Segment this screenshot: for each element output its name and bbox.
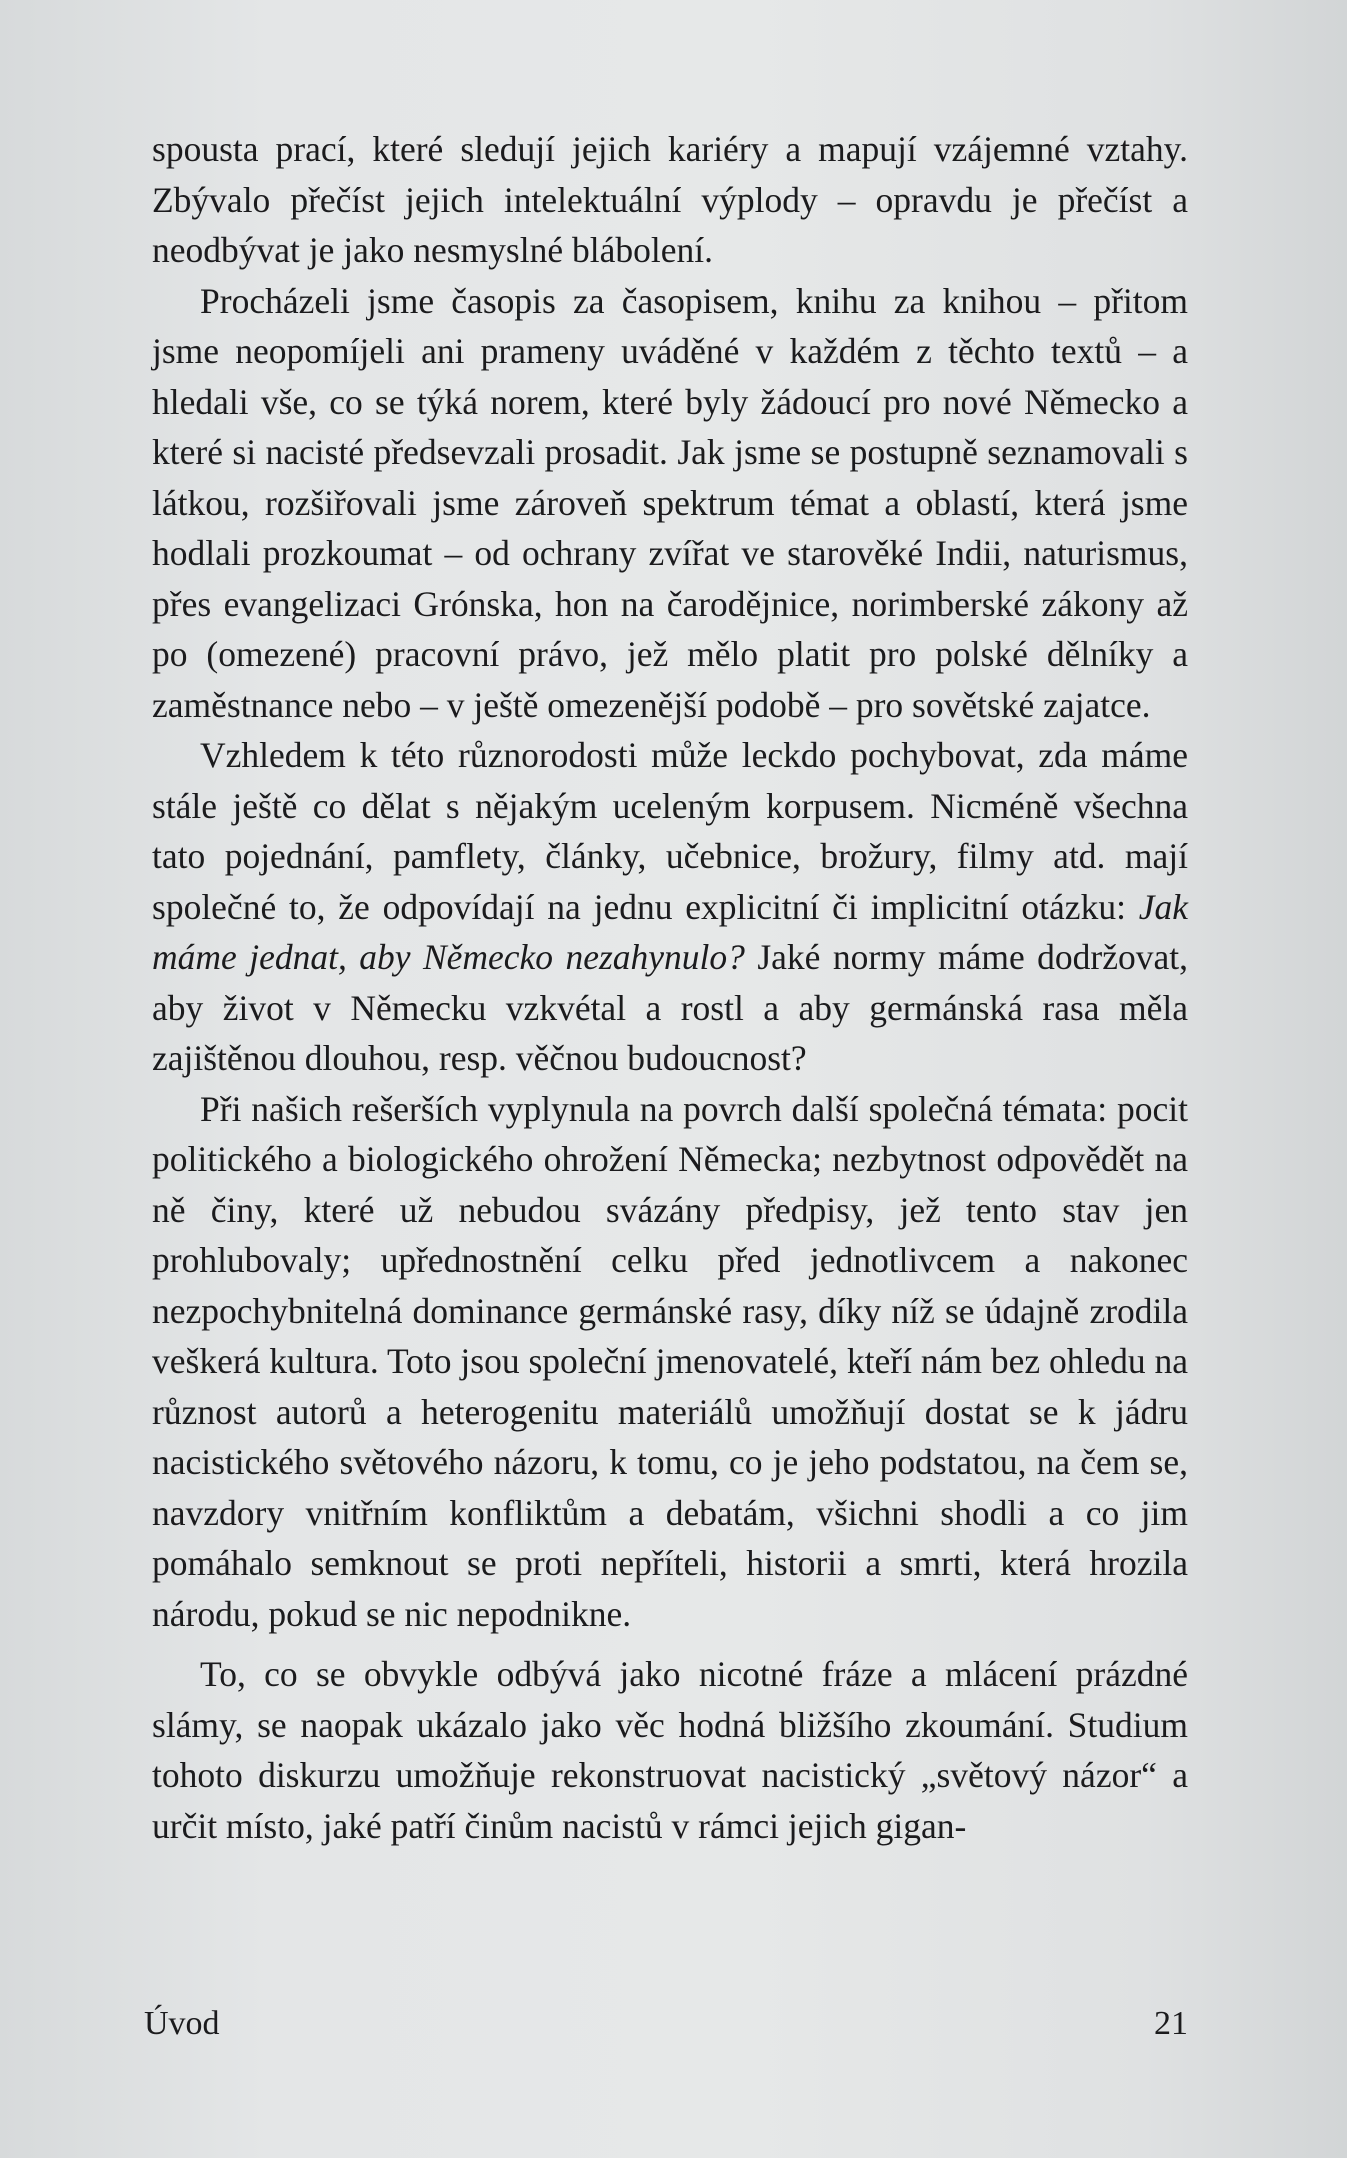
paragraph-3-end: Jaké normy máme dodržovat, aby život v Německu vzkvétal a rostl a aby germánská rasa měla zajištěnou dlouhou, resp. věčnou budoucnost? <box>152 937 1188 1078</box>
paragraph-2: Procházeli jsme časopis za časopisem, knihu za knihou – přitom jsme neopomíjeli ani prameny uváděné v každém z těchto textů – a hledali vše, co se týká norem, které byly žádoucí pro nové Německo a které si nacisté předsevzali prosadit. Jak jsme se postupně seznamovali s látkou, rozšiřovali jsme zároveň spektrum témat a oblastí, která jsme hodlali prozkoumat – od ochrany zvířat ve starověké Indii, naturismus, přes evangelizaci Grónska, hon na čarodějnice, norimberské zákony až po (omezené) pracovní právo, jež mělo platit pro polské dělníky a zaměstnance nebo – v ještě omezenější podobě – pro sovětské zajatce. <box>152 280 1188 725</box>
paragraph-3 <box>152 730 1188 1084</box>
paragraph-5: To, co se obvykle odbývá jako nicotné fráze a mlácení prázdné slámy, se naopak ukázalo jako věc hodná bližšího zkoumání. Studium tohoto diskurzu umožňuje rekonstruovat nacistický „světový názor“ a určit místo, jaké patří činům nacistů v rámci jejich gigan- <box>152 1654 1188 1846</box>
paragraph-3-start: Vzhledem k této různorodosti může leckdo pochybovat, zda máme stále ještě co dělat s nějakým uceleným korpusem. Nicméně všechna tato pojednání, pamflety, články, učebnice, brožury, filmy atd. mají společné to, že odpovídají na jednu explicitní či implicitní otázku: <box>152 735 1188 927</box>
paragraph-3-italic-question: Jak máme jednat, aby Německo nezahynulo? <box>152 886 1188 977</box>
paragraph-4: Při našich rešerších vyplynula na povrch další společná témata: pocit politického a biologického ohrožení Německa; nezbytnost odpovědět na ně činy, které už nebudou svázány předpisy, jež tento stav jen prohlubovaly; upřednostnění celku před jednotlivcem a nakonec nezpochybnitelná dominance germánské rasy, díky níž se údajně zrodila veškerá kultura. Toto jsou společní jmenovatelé, kteří nám bez ohledu na různost autorů a heterogenitu materiálů umožňují dostat se k jádru nacistického světového názoru, k tomu, co je jeho podstatou, na čem se, navzdory vnitřním konfliktům a debatám, všichni shodli a co jim pomáhalo semknout se proti nepříteli, historii a smrti, která hrozila národu, pokud se nic nepodnikne. <box>152 1088 1188 1634</box>
running-section-title: Úvod <box>144 2005 220 2042</box>
page-footer <box>144 2004 1188 2044</box>
paragraph-1: spousta prací, které sledují jejich kariéry a mapují vzájemné vztahy. Zbývalo přečíst jejich intelektuální výplody – opravdu je přečíst a neodbývat je jako nesmyslné blábolení. <box>152 129 1188 270</box>
page-number: 21 <box>1154 2005 1188 2042</box>
body-text <box>152 124 1188 1851</box>
